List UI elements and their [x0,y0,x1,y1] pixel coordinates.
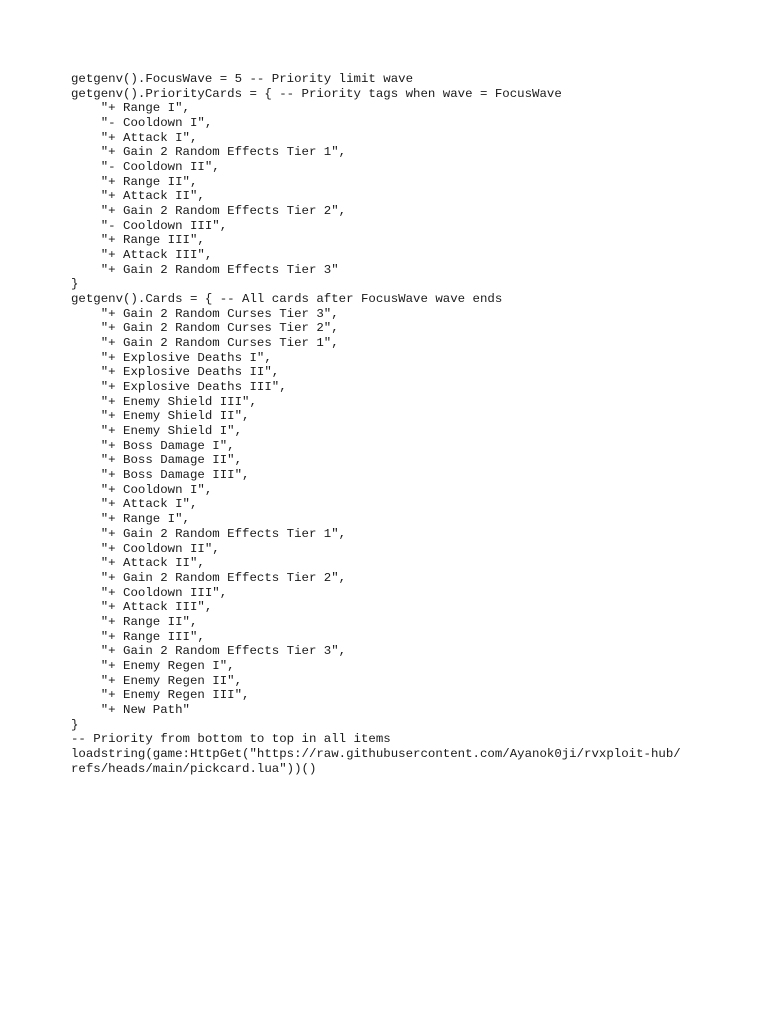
code-line: "+ Gain 2 Random Effects Tier 3", [71,644,347,659]
code-line: "+ Explosive Deaths III", [71,380,287,395]
code-line: "+ Gain 2 Random Effects Tier 1", [71,145,347,160]
code-line: loadstring(game:HttpGet("https://raw.githubusercontent.com/Ayanok0ji/rvxploit-hub/ [71,746,681,761]
code-line: "+ Range I", [71,101,190,116]
code-line: "+ Cooldown II", [71,541,220,556]
code-line: "+ Gain 2 Random Effects Tier 1", [71,526,347,541]
code-line: "+ Enemy Shield III", [71,394,257,409]
code-line: "+ Boss Damage I", [71,438,235,453]
code-line: } [71,277,79,292]
code-line: "+ Boss Damage III", [71,468,250,483]
code-line: "+ Gain 2 Random Curses Tier 1", [71,336,339,351]
code-line: "+ Attack I", [71,497,198,512]
code-line: getgenv().FocusWave = 5 -- Priority limit wave [71,72,414,86]
code-line: "+ Attack II", [71,556,205,571]
code-line: "- Cooldown I", [71,116,213,131]
code-line: "+ Attack III", [71,248,213,263]
code-line: "+ Enemy Regen I", [71,658,235,673]
code-line: getgenv().Cards = { -- All cards after FocusWave wave ends [71,292,503,307]
code-line: "+ Range I", [71,512,190,527]
code-line: "+ Gain 2 Random Effects Tier 2", [71,570,347,585]
code-line: "- Cooldown II", [71,160,220,175]
code-line: "+ Gain 2 Random Effects Tier 3" [71,262,339,277]
code-block [71,72,731,776]
code-line: "+ Boss Damage II", [71,453,243,468]
code-line: getgenv().PriorityCards = { -- Priority tags when wave = FocusWave [71,86,562,101]
code-line: "+ Range III", [71,233,205,248]
code-line: "- Cooldown III", [71,218,228,233]
code-line: "+ Cooldown I", [71,482,213,497]
code-line: "+ New Path" [71,702,190,717]
code-line: "+ Range II", [71,614,198,629]
code-line: refs/heads/main/pickcard.lua"))() [71,761,317,776]
code-line: "+ Gain 2 Random Curses Tier 2", [71,321,339,336]
code-line: -- Priority from bottom to top in all items [71,732,391,747]
code-line: "+ Range III", [71,629,205,644]
code-line: "+ Enemy Regen III", [71,688,250,703]
code-line: } [71,717,79,732]
code-line: "+ Gain 2 Random Curses Tier 3", [71,306,339,321]
code-line: "+ Enemy Shield II", [71,409,250,424]
code-line: "+ Range II", [71,174,198,189]
code-line: "+ Attack II", [71,189,205,204]
code-line: "+ Explosive Deaths II", [71,365,280,380]
code-line: "+ Gain 2 Random Effects Tier 2", [71,204,347,219]
code-line: "+ Explosive Deaths I", [71,350,272,365]
code-line: "+ Enemy Regen II", [71,673,243,688]
code-line: "+ Cooldown III", [71,585,228,600]
code-line: "+ Attack III", [71,600,213,615]
code-line: "+ Enemy Shield I", [71,424,243,439]
code-line: "+ Attack I", [71,130,198,145]
